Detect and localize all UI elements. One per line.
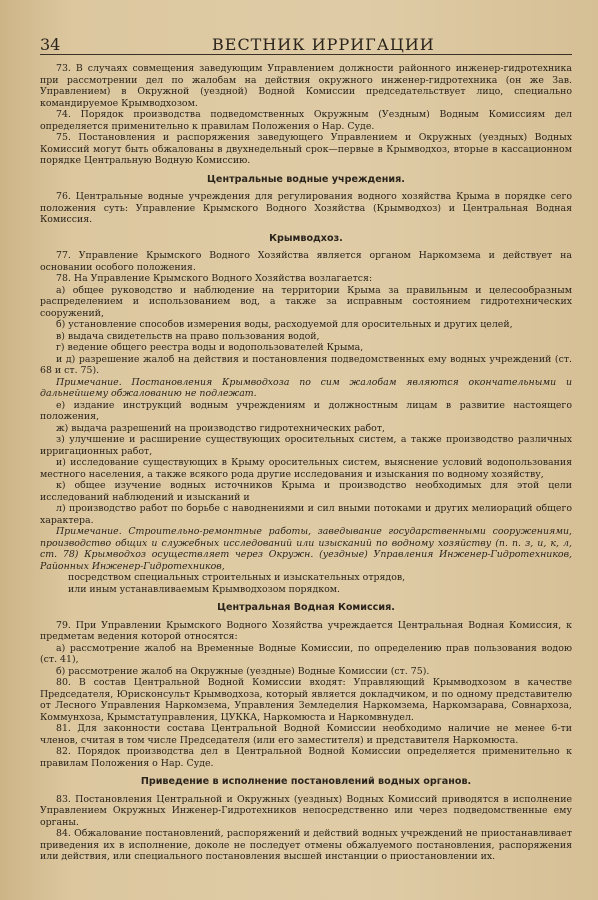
list-item-a: а) общее руководство и наблюдение на территории Крыма за правильным и целесообразным распределением и использованием вод, а также за исправным состоянием гидротехнических сооружений, xyxy=(40,284,572,319)
paragraph-73: 73. В случаях совмещения заведующим Управлением должности районного инженер-гидротехника при рассмотрении дел по жалобам на действия окружного инженер-гидротехника (он же Зав. Управлением) в Окружной (уездной) Водной Комиссии председательствует лицо, специально командируемое Крымводхозом. xyxy=(40,63,572,109)
paragraph-77: 77. Управление Крымского Водного Хозяйства является органом Наркомзема и действует на основании особого положения. xyxy=(40,250,572,273)
list-item-79a: а) рассмотрение жалоб на Временные Водные Комиссии, по определению прав пользования водою (ст. 41), xyxy=(40,642,572,665)
paragraph-84: 84. Обжалование постановлений, распоряжений и действий водных учреждений не приостанавливает приведения их в исполнение, доколе не последует отмены обжалуемого постановления, распоряжения или действия, или специального постановления высшей инстанции о приостановлении их. xyxy=(40,828,572,862)
list-item-79b: б) рассмотрение жалоб на Окружные (уездные) Водные Комиссии (ст. 75). xyxy=(56,665,430,677)
section-heading-krymvodkhoz: Крымводхоз. xyxy=(269,232,343,244)
list-item-k: к) общее изучение водных источников Крыма и производство необходимых для этой цели исследований наблюдений и изысканий и xyxy=(40,480,572,503)
note-2: Примечание. Строительно-ремонтные работы, заведывание государственными сооружениями, производство общих и служебных исследований или изысканий по водному хозяйству (п. п. з, и, к, л, ст. 78) Крымводхоз осуществляет через Окружн. (уездные) Управления Инженер-Гидротехников, Районных Инженер-Гидротехников, xyxy=(40,526,572,572)
page-number: 34 xyxy=(40,35,61,54)
list-item-b: б) установление способов измерения воды, расходуемой для оросительных и других целей, xyxy=(56,319,513,330)
list-item-g: г) ведение общего реестра воды и водопользователей Крыма, xyxy=(56,342,364,353)
note-1: Примечание. Постановления Крымводхоза по сим жалобам являются окончательными и дальнейшему обжалованию не подлежат. xyxy=(40,376,572,399)
paragraph-82: 82. Порядок производства дел в Центральной Водной Комиссии определяется применительно к правилам Положения о Нар. Суде. xyxy=(40,746,572,769)
list-item-i: и) исследование существующих в Крыму оросительных систем, выяснение условий водопользования местного населения, а также всякого рода другие исследования и изыскания по водному хозяйству, xyxy=(40,457,572,480)
list-item-l: л) производство работ по борьбе с наводнениями и сил вными потоками и других мелиораций общего характера. xyxy=(40,503,572,526)
running-title: ВЕСТНИК ИРРИГАЦИИ xyxy=(212,35,435,54)
paragraph-75: 75. Постановления и распоряжения заведующего Управлением и Окружных (уездных) Водных Комиссий могут быть обжалованы в двухнедельный срок—первые в Крымводхоз, вторые в кассационном порядке Центральную Водную Комиссию. xyxy=(40,132,572,166)
list-item-d: и д) разрешение жалоб на действия и постановления подведомственных ему водных учреждений (ст. 68 и ст. 75). xyxy=(40,353,572,376)
paragraph-74: 74. Порядок производства подведомственных Окружным (Уездным) Водным Комиссиям дел определяется применительно к правилам Положения о Нар. Суде. xyxy=(40,109,572,132)
list-item-e: е) издание инструкций водным учреждениям и должностным лицам в развитие настоящего положения, xyxy=(40,399,572,422)
note-2-line-3: или иным устанавливаемым Крымводхозом порядком. xyxy=(68,583,340,595)
section-heading-execution: Приведение в исполнение постановлений водных органов. xyxy=(140,776,472,787)
paragraph-83: 83. Постановления Центральной и Окружных (уездных) Водных Комиссий приводятся в исполнение Управлением Окружных Инженер-Гидротехников непосредственно или через подведомственные ему органы. xyxy=(40,793,572,828)
list-item-zh: ж) выдача разрешений на производство гидротехнических работ, xyxy=(56,422,385,434)
paragraph-78: 78. На Управление Крымского Водного Хозяйства возлагается: xyxy=(56,273,373,284)
section-heading-commission: Центральная Водная Комиссия. xyxy=(217,602,395,613)
paragraph-80: 80. В состав Центральной Водной Комиссии входят: Управляющий Крымводхозом в качестве Председателя, Юрисконсульт Крымводхоза, который является докладчиком, и по одному представителю от Лесного Управления Наркомзема, Управления Земледелия Наркомзема, Наркомзарава, Совнархоза, Коммунхоза, Крымстатуправления, ЦУККА, Наркомюста и Наркомвнудел. xyxy=(40,677,572,723)
list-item-v: в) выдача свидетельств на право пользования водой, xyxy=(56,330,320,342)
section-heading-central: Центральные водные учреждения. xyxy=(207,173,405,185)
paragraph-76: 76. Центральные водные учреждения для регулирования водного хозяйства Крыма в порядке сего положения суть: Управление Крымского Водного Хозяйства (Крымводхоз) и Центральная Водная Комиссия. xyxy=(40,191,572,225)
document-body xyxy=(40,63,572,863)
list-item-z: з) улучшение и расширение существующих оросительных систем, а также производство различных ирригационных работ, xyxy=(40,434,572,457)
page-header xyxy=(40,26,572,55)
paragraph-79: 79. При Управлении Крымского Водного Хозяйства учреждается Центральная Водная Комиссия, к предметам ведения которой относятся: xyxy=(40,619,572,642)
note-2-line-2: посредством специальных строительных и изыскательных отрядов, xyxy=(68,572,406,583)
paragraph-81: 81. Для законности состава Центральной Водной Комиссии необходимо наличие не менее 6-ти членов, считая в том числе Председателя (или его заместителя) и представителя Наркомюста. xyxy=(40,723,572,746)
